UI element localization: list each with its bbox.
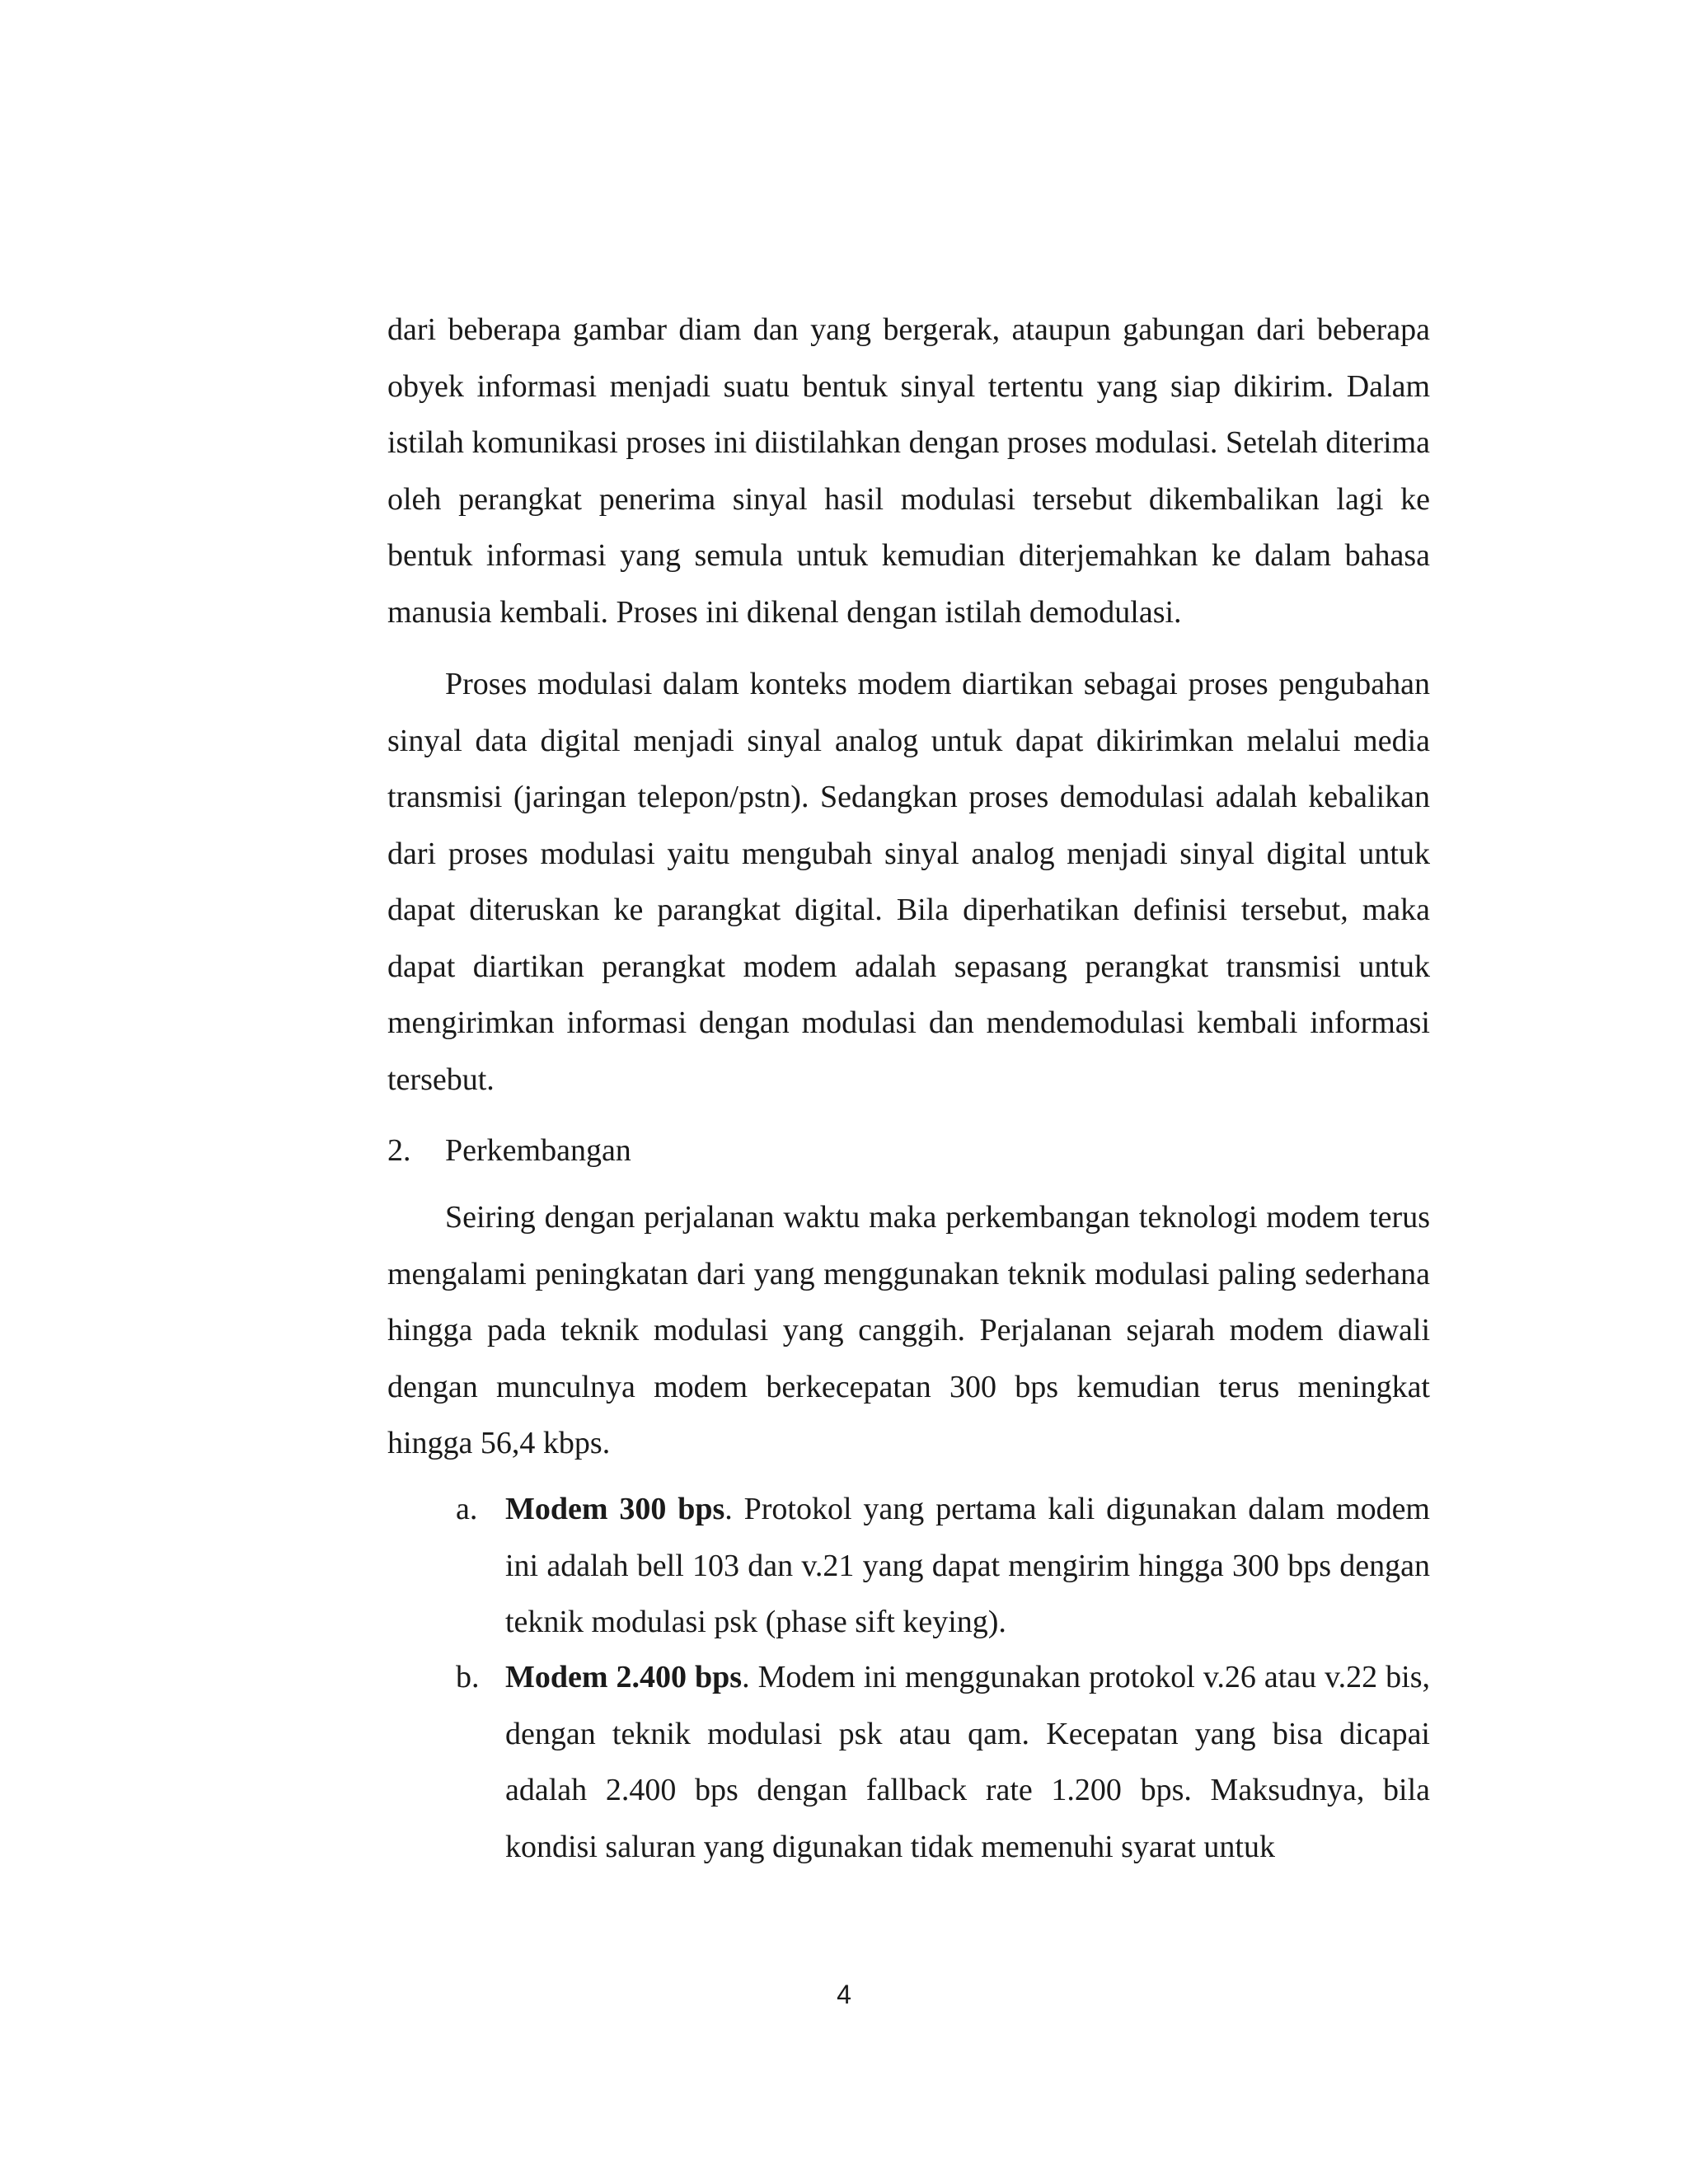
- list-item-text: . Modem ini menggunakan protokol v.26 atau v.22 bis, dengan teknik modulasi psk atau qam. Kecepatan yang bisa dicapai adalah 2.400 bps dengan fallback rate 1.200 bps. Maksudnya, bila kondisi saluran yang digunakan tidak memenuhi syarat untuk: [505, 1660, 1431, 1864]
- list-item-title: Modem 2.400 bps: [505, 1660, 743, 1694]
- section-heading: [387, 1122, 631, 1179]
- page-number: 4: [837, 1980, 851, 2009]
- section-title: Perkembangan: [445, 1133, 631, 1168]
- section-number: 2.: [387, 1133, 411, 1168]
- list-item-title: Modem 300 bps: [505, 1492, 725, 1526]
- list-item-body: [505, 1481, 1430, 1651]
- list-marker: a.: [456, 1492, 478, 1526]
- list-item-text: . Protokol yang pertama kali digunakan dalam modem ini adalah bell 103 dan v.21 yang dapat mengirim hingga 300 bps dengan teknik modulasi psk (phase sift keying).: [505, 1492, 1430, 1639]
- list-item: [456, 1649, 1430, 1875]
- list-item: [456, 1481, 1430, 1651]
- paragraph-modulation-intro: dari beberapa gambar diam dan yang bergerak, ataupun gabungan dari beberapa obyek informasi menjadi suatu bentuk sinyal tertentu yang siap dikirim. Dalam istilah komunikasi proses ini diistilahkan dengan proses modulasi. Setelah diterima oleh perangkat penerima sinyal hasil modulasi tersebut dikembalikan lagi ke bentuk informasi yang semula untuk kemudian diterjemahkan ke dalam bahasa manusia kembali. Proses ini dikenal dengan istilah demodulasi.: [387, 312, 1430, 630]
- paragraph-modulation-definition: Proses modulasi dalam konteks modem diartikan sebagai proses pengubahan sinyal data digital menjadi sinyal analog untuk dapat dikirimkan melalui media transmisi (jaringan telepon/pstn). Sedangkan proses demodulasi adalah kebalikan dari proses modulasi yaitu mengubah sinyal analog menjadi sinyal digital untuk dapat diteruskan ke parangkat digital. Bila diperhatikan definisi tersebut, maka dapat diartikan perangkat modem adalah sepasang perangkat transmisi untuk mengirimkan informasi dengan modulasi dan mendemodulasi kembali informasi tersebut.: [387, 667, 1430, 1097]
- paragraph-development: Seiring dengan perjalanan waktu maka perkembangan teknologi modem terus mengalami peningkatan dari yang menggunakan teknik modulasi paling sederhana hingga pada teknik modulasi yang canggih. Perjalanan sejarah modem diawali dengan munculnya modem berkecepatan 300 bps kemudian terus meningkat hingga 56,4 kbps.: [387, 1200, 1430, 1460]
- list-item-body: [505, 1649, 1430, 1875]
- list-marker: b.: [456, 1660, 480, 1694]
